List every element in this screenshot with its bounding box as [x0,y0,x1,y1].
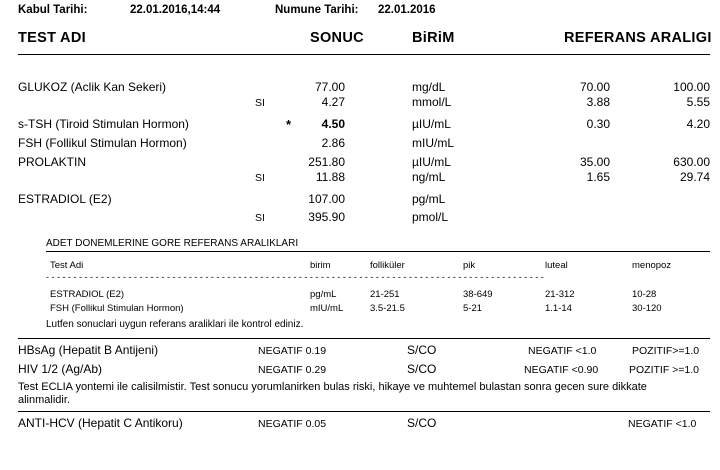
result-ref-high: 4.20 [686,117,710,131]
result-value: 77.00 [314,80,345,94]
result-ref-positive: POZITIF >=1.0 [629,364,700,376]
column-header-birim: BiRiM [412,30,455,46]
subtable-dashed-divider: - - - - - - - - - - - - - - - - - - - - - - - - - - - - - - - - - - - - - - - - - - - - - - - - - - - - - - - - - - - - - - - - - - - - - - - - - - - - - - - - - - - - - - - - - - - [46,272,544,282]
column-header-referans: REFERANS ARALIGI [564,30,712,46]
result-unit: µIU/mL [412,117,451,131]
result-value: NEGATIF 0.29 [258,364,327,376]
result-value: NEGATIF 0.19 [258,345,327,357]
result-name: s-TSH (Tiroid Stimulan Hormon) [18,117,189,131]
numune-tarihi-label: Numune Tarihi: [275,4,359,16]
column-header-test: TEST ADI [18,30,86,46]
result-ref-negative: NEGATIF <0.90 [524,364,599,376]
kabul-tarihi-value: 22.01.2016,14:44 [130,4,221,16]
subtable-note: Lutfen sonuclari uygun referans araliklari ile kontrol ediniz. [46,319,304,330]
subtable-cell-pik: 38-649 [463,289,493,300]
result-value: 251.80 [308,155,345,169]
result-name: FSH (Follikul Stimulan Hormon) [18,136,187,150]
result-unit: pg/mL [412,192,446,206]
result-ref-low: 70.00 [579,80,610,94]
result-si-value: 395.90 [308,210,345,224]
result-ref-negative: NEGATIF <1.0 [528,345,597,357]
subtable-col-menopoz: menopoz [632,260,672,271]
header-divider [18,54,710,55]
result-si-value: 11.88 [315,170,345,184]
subtable-col-test: Test Adi [50,260,84,271]
result-value: 4.50 [321,117,345,131]
result-name: HIV 1/2 (Ag/Ab) [18,362,103,376]
subtable-cell-test: ESTRADIOL (E2) [50,289,125,300]
result-si-label: SI [255,97,265,109]
result-name: PROLAKTIN [18,155,87,169]
subtable-top-divider [46,251,710,252]
result-si-ref-low: 1.65 [586,170,610,184]
result-si-ref-high: 29.74 [679,170,710,184]
result-name: ESTRADIOL (E2) [18,192,112,206]
result-si-unit: pmol/L [412,210,449,224]
subtable-col-folliculer: folliküler [370,260,405,271]
footnote-divider [18,411,710,412]
result-value: 107.00 [308,192,345,206]
subtable-cell-folliculer: 21-251 [370,289,400,300]
result-si-label: SI [255,172,265,184]
subtable-cell-birim: pg/mL [310,289,337,300]
result-si-ref-low: 3.88 [586,95,610,109]
serology-divider [18,338,710,339]
subtable-cell-test: FSH (Follikul Stimulan Hormon) [50,303,184,314]
result-unit: µIU/mL [412,155,451,169]
result-si-label: SI [255,212,265,224]
subtable-cell-menopoz: 30-120 [632,303,662,314]
subtable-cell-luteal: 21-312 [545,289,575,300]
subtable-cell-birim: mIU/mL [310,303,344,314]
result-unit: S/CO [407,362,437,376]
subtable-col-luteal: luteal [545,260,568,271]
result-ref-positive: POZITIF>=1.0 [632,345,700,357]
result-unit: mg/dL [412,80,446,94]
result-name: HBsAg (Hepatit B Antijeni) [18,343,159,357]
subtable-cell-luteal: 1.1-14 [545,303,572,314]
subtable-col-pik: pik [463,260,476,271]
subtable-cell-folliculer: 3.5-21.5 [370,303,405,314]
result-si-ref-high: 5.55 [686,95,710,109]
result-name: ANTI-HCV (Hepatit C Antikoru) [18,416,183,430]
result-value: 2.86 [321,136,345,150]
result-name: GLUKOZ (Aclik Kan Sekeri) [18,80,167,94]
result-unit: mIU/mL [412,136,454,150]
numune-tarihi-value: 22.01.2016 [378,4,436,16]
result-unit: S/CO [407,416,437,430]
subtable-cell-pik: 5-21 [463,303,483,314]
column-header-sonuc: SONUC [310,30,364,46]
result-ref-high: 630.00 [673,155,710,169]
kabul-tarihi-label: Kabul Tarihi: [18,4,88,16]
subtable-col-birim: birim [310,260,331,271]
result-ref-low: 35.00 [579,155,610,169]
result-ref-negative: NEGATIF <1.0 [628,418,697,430]
result-ref-high: 100.00 [673,80,710,94]
subtable-title: ADET DONEMLERINE GORE REFERANS ARALIKLARI [46,238,299,249]
result-si-unit: mmol/L [412,95,452,109]
subtable-cell-menopoz: 10-28 [632,289,657,300]
result-ref-low: 0.30 [586,117,610,131]
result-si-unit: ng/mL [412,170,446,184]
result-value: NEGATIF 0.05 [258,418,327,430]
result-flag: * [286,117,292,132]
method-footnote: Test ECLIA yontemi ile calisilmistir. Test sonucu yorumlanirken bulas riski, hikaye ve muhtemel bulastan sonra gecen sure dikkate alinmalidir. [18,381,647,406]
result-si-value: 4.27 [321,95,345,109]
result-unit: S/CO [407,343,437,357]
